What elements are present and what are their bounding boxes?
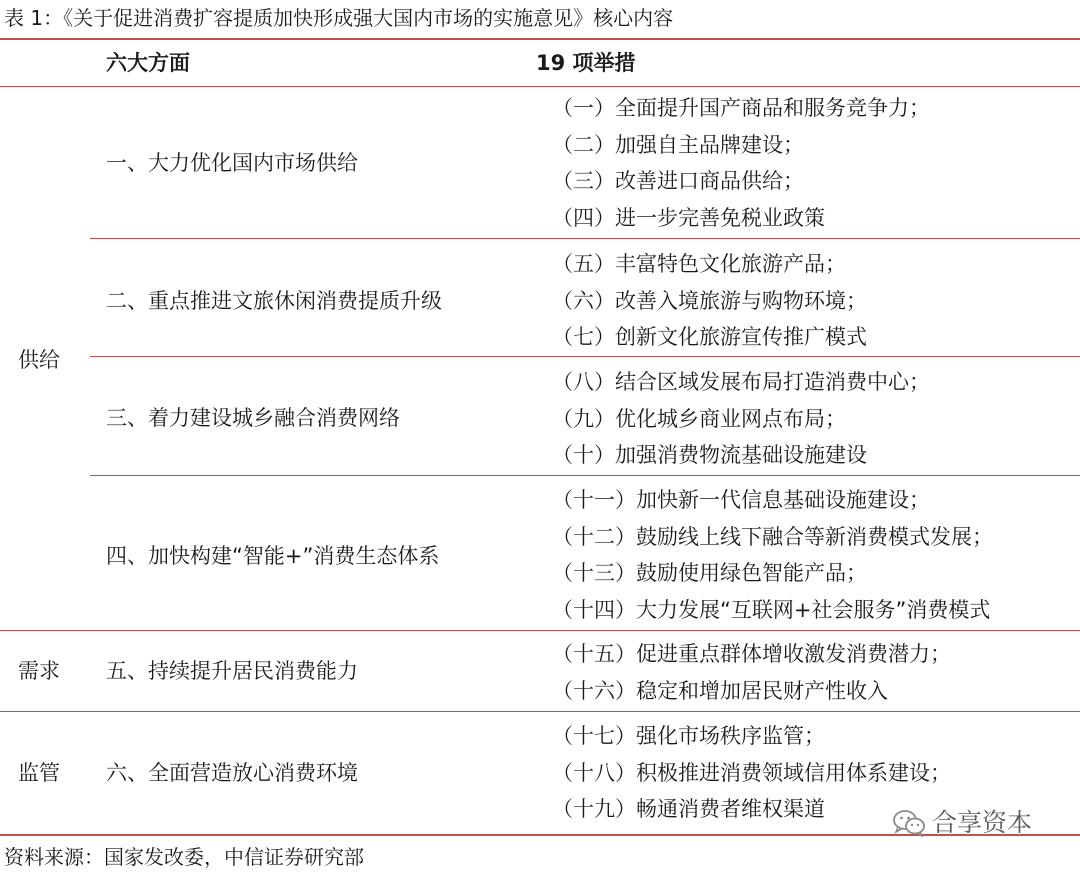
measures-1 xyxy=(552,90,930,236)
wechat-icon xyxy=(892,809,926,837)
measure-item: （七）创新文化旅游宣传推广模式 xyxy=(552,325,867,349)
section-divider xyxy=(0,711,1080,712)
measure-item: （十六）稳定和增加居民财产性收入 xyxy=(552,678,888,703)
measures-2 xyxy=(552,246,867,356)
measure-item: （十四）大力发展“互联网+社会服务”消费模式 xyxy=(552,597,991,622)
aspect-3: 三、着力建设城乡融合消费网络 xyxy=(106,406,400,430)
section-divider xyxy=(0,630,1080,631)
measure-item: （四）进一步完善免税业政策 xyxy=(552,205,825,230)
header-rule xyxy=(0,86,1080,87)
measure-item: （六）改善入境旅游与购物环境； xyxy=(552,288,867,313)
watermark-text: 合享资本 xyxy=(932,808,1033,837)
measure-item: （十九）畅通消费者维权渠道 xyxy=(552,797,825,821)
measure-item: （九）优化城乡商业网点布局； xyxy=(552,406,846,431)
category-demand: 需求 xyxy=(18,659,60,683)
measure-item: （一）全面提升国产商品和服务竞争力； xyxy=(552,96,930,120)
header-measures: 19 项举措 xyxy=(536,51,636,75)
measure-item: （八）结合区域发展布局打造消费中心； xyxy=(552,370,930,394)
category-supply: 供给 xyxy=(18,348,60,372)
measures-5 xyxy=(552,636,951,709)
aspect-6: 六、全面营造放心消费环境 xyxy=(106,761,358,785)
table-top-rule xyxy=(0,38,1080,40)
header-aspects: 六大方面 xyxy=(106,51,190,75)
row-divider xyxy=(90,356,1080,357)
measure-item: （十五）促进重点群体增收激发消费潜力； xyxy=(552,642,951,666)
aspect-4: 四、加快构建“智能+”消费生态体系 xyxy=(106,544,440,568)
measure-item: （三）改善进口商品供给； xyxy=(552,169,804,193)
measure-item: （五）丰富特色文化旅游产品； xyxy=(552,252,846,276)
measures-3 xyxy=(552,364,930,474)
table-caption: 表 1：《关于促进消费扩容提质加快形成强大国内市场的实施意见》核心内容 xyxy=(4,6,674,30)
aspect-2: 二、重点推进文旅休闲消费提质升级 xyxy=(106,289,442,313)
measure-item: （十七）强化市场秩序监管； xyxy=(552,724,825,748)
measure-item: （十二）鼓励线上线下融合等新消费模式发展； xyxy=(552,524,993,549)
aspect-5: 五、持续提升居民消费能力 xyxy=(106,659,358,683)
row-divider xyxy=(90,475,1080,476)
measure-item: （十三）鼓励使用绿色智能产品； xyxy=(552,561,867,585)
measures-4 xyxy=(552,482,993,628)
source-note: 资料来源：国家发改委，中信证券研究部 xyxy=(4,845,364,869)
measure-item: （十八）积极推进消费领域信用体系建设； xyxy=(552,760,951,785)
aspect-1: 一、大力优化国内市场供给 xyxy=(106,151,358,175)
row-divider xyxy=(90,238,1080,239)
measure-item: （二）加强自主品牌建设； xyxy=(552,132,804,157)
measure-item: （十）加强消费物流基础设施建设 xyxy=(552,443,867,467)
category-regulation: 监管 xyxy=(18,761,60,785)
watermark xyxy=(892,806,1032,840)
measure-item: （十一）加快新一代信息基础设施建设； xyxy=(552,488,930,512)
